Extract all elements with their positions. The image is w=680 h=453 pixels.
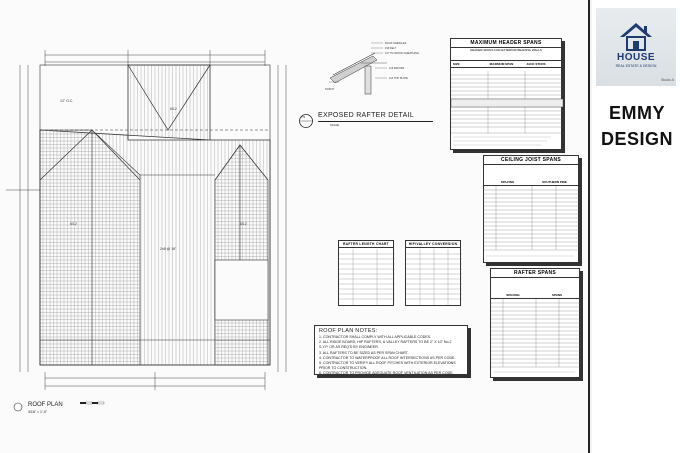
roof-plan-scale: 3/16" = 1'-0" xyxy=(28,410,48,414)
ceiling-joist-grid xyxy=(484,186,580,262)
logo-corner-text: Studio A xyxy=(660,78,674,82)
notes-item-5: 5. CONTRACTOR TO VERIFY ALL ROOF PITCHES WITH EXTERIOR ELEVATIONS xyxy=(319,361,456,366)
svg-text:6/12: 6/12 xyxy=(170,107,177,111)
rafter-col-spacing: SPACING xyxy=(506,293,520,297)
header-col-size: SIZE xyxy=(453,62,460,66)
svg-text:SOFFIT: SOFFIT xyxy=(325,88,335,91)
header-spans-subtitle: HEADER SPANS FOR EXTERIOR BEARING WALLS xyxy=(470,48,542,52)
hip-valley-chart xyxy=(405,240,461,306)
hip-valley-grid xyxy=(406,249,462,307)
notes-item-3: 3. ALL RAFTERS TO BE SIZED AS PER SPAN CHART. xyxy=(319,350,409,355)
svg-text:1/2" PLYWOOD SHEATHING: 1/2" PLYWOOD SHEATHING xyxy=(385,52,419,55)
logo-subtitle: REAL ESTATE & DESIGN xyxy=(615,64,657,68)
brand-name-line2: DESIGN xyxy=(600,129,673,149)
hip-valley-title: HIP/VALLEY CONVERSION xyxy=(406,241,460,248)
roof-plan-drawing xyxy=(0,0,320,453)
roof-plan-notes xyxy=(314,325,468,375)
brand-name-line1: EMMY xyxy=(609,103,665,123)
ceiling-col-spacing: SPACING xyxy=(500,180,515,184)
svg-text:6/12: 6/12 xyxy=(240,222,247,226)
notes-title: ROOF PLAN NOTES: xyxy=(319,328,378,334)
svg-text:ROOF SHINGLES: ROOF SHINGLES xyxy=(385,42,407,45)
svg-text:12" O.C.: 12" O.C. xyxy=(60,99,74,103)
logo-word: HOUSE xyxy=(616,52,656,63)
rafter-length-title: RAFTER LENGTH CHART xyxy=(339,241,393,248)
svg-text:6/12: 6/12 xyxy=(70,222,77,226)
notes-item-1: 1. CONTRACTOR SHALL COMPLY WITH ALL APPLICABLE CODES. xyxy=(319,335,432,339)
brand-name xyxy=(594,100,680,152)
rafter-length-chart xyxy=(338,240,394,306)
rafter-spans-title: RAFTER SPANS xyxy=(491,269,579,278)
detail-number: 7/2 xyxy=(301,115,306,119)
brand-panel xyxy=(592,0,680,453)
svg-text:2x4 TOP PLATE: 2x4 TOP PLATE xyxy=(389,77,408,80)
notes-item-2b: S.Y.P. OR AS REQ'D BY ENGINEER. xyxy=(319,345,379,350)
notes-item-2: 2. ALL RIDGE BOARD, HIP RAFTERS, & VALLEY RAFTERS TO BE 2" X 10" No.2 xyxy=(319,340,452,345)
rafter-col-span: SPANS xyxy=(551,293,563,297)
ceiling-col-species: SOUTHERN PINE xyxy=(542,180,567,184)
header-spans-grid xyxy=(451,71,563,149)
detail-title: EXPOSED RAFTER DETAIL xyxy=(318,112,415,119)
detail-scale: SCALE xyxy=(330,123,340,127)
detail-underline xyxy=(318,121,433,122)
ceiling-joist-table xyxy=(483,155,579,263)
rafter-spans-grid xyxy=(491,299,581,377)
header-col-span: MAXIMUM SPAN xyxy=(489,62,514,66)
rafter-spans-table xyxy=(490,268,580,378)
svg-text:15# FELT: 15# FELT xyxy=(385,47,397,50)
rafter-detail-drawing xyxy=(325,38,445,108)
notes-item-4: 4. CONTRACTOR TO WATERPROOF ALL ROOF INTERSECTIONS AS PER CODE. xyxy=(319,355,456,360)
house-icon xyxy=(616,20,656,52)
ceiling-joist-title: CEILING JOIST SPANS xyxy=(484,156,578,165)
header-spans-table xyxy=(450,38,562,150)
svg-text:2x8 @ 16": 2x8 @ 16" xyxy=(160,247,177,251)
notes-item-6: 6. CONTRACTOR TO PROVIDE ADEQUATE ROOF VENTILATION AS PER CODE. xyxy=(319,371,454,376)
roof-plan-label: ROOF PLAN xyxy=(28,402,63,408)
header-col-jack: JACK STUDS xyxy=(526,62,546,66)
header-spans-title: MAXIMUM HEADER SPANS xyxy=(451,39,561,48)
rafter-length-grid xyxy=(339,249,395,307)
notes-item-5b: PRIOR TO CONSTRUCTION. xyxy=(319,366,368,371)
svg-text:2x6 RAFTER: 2x6 RAFTER xyxy=(389,67,405,70)
logo xyxy=(596,8,676,86)
